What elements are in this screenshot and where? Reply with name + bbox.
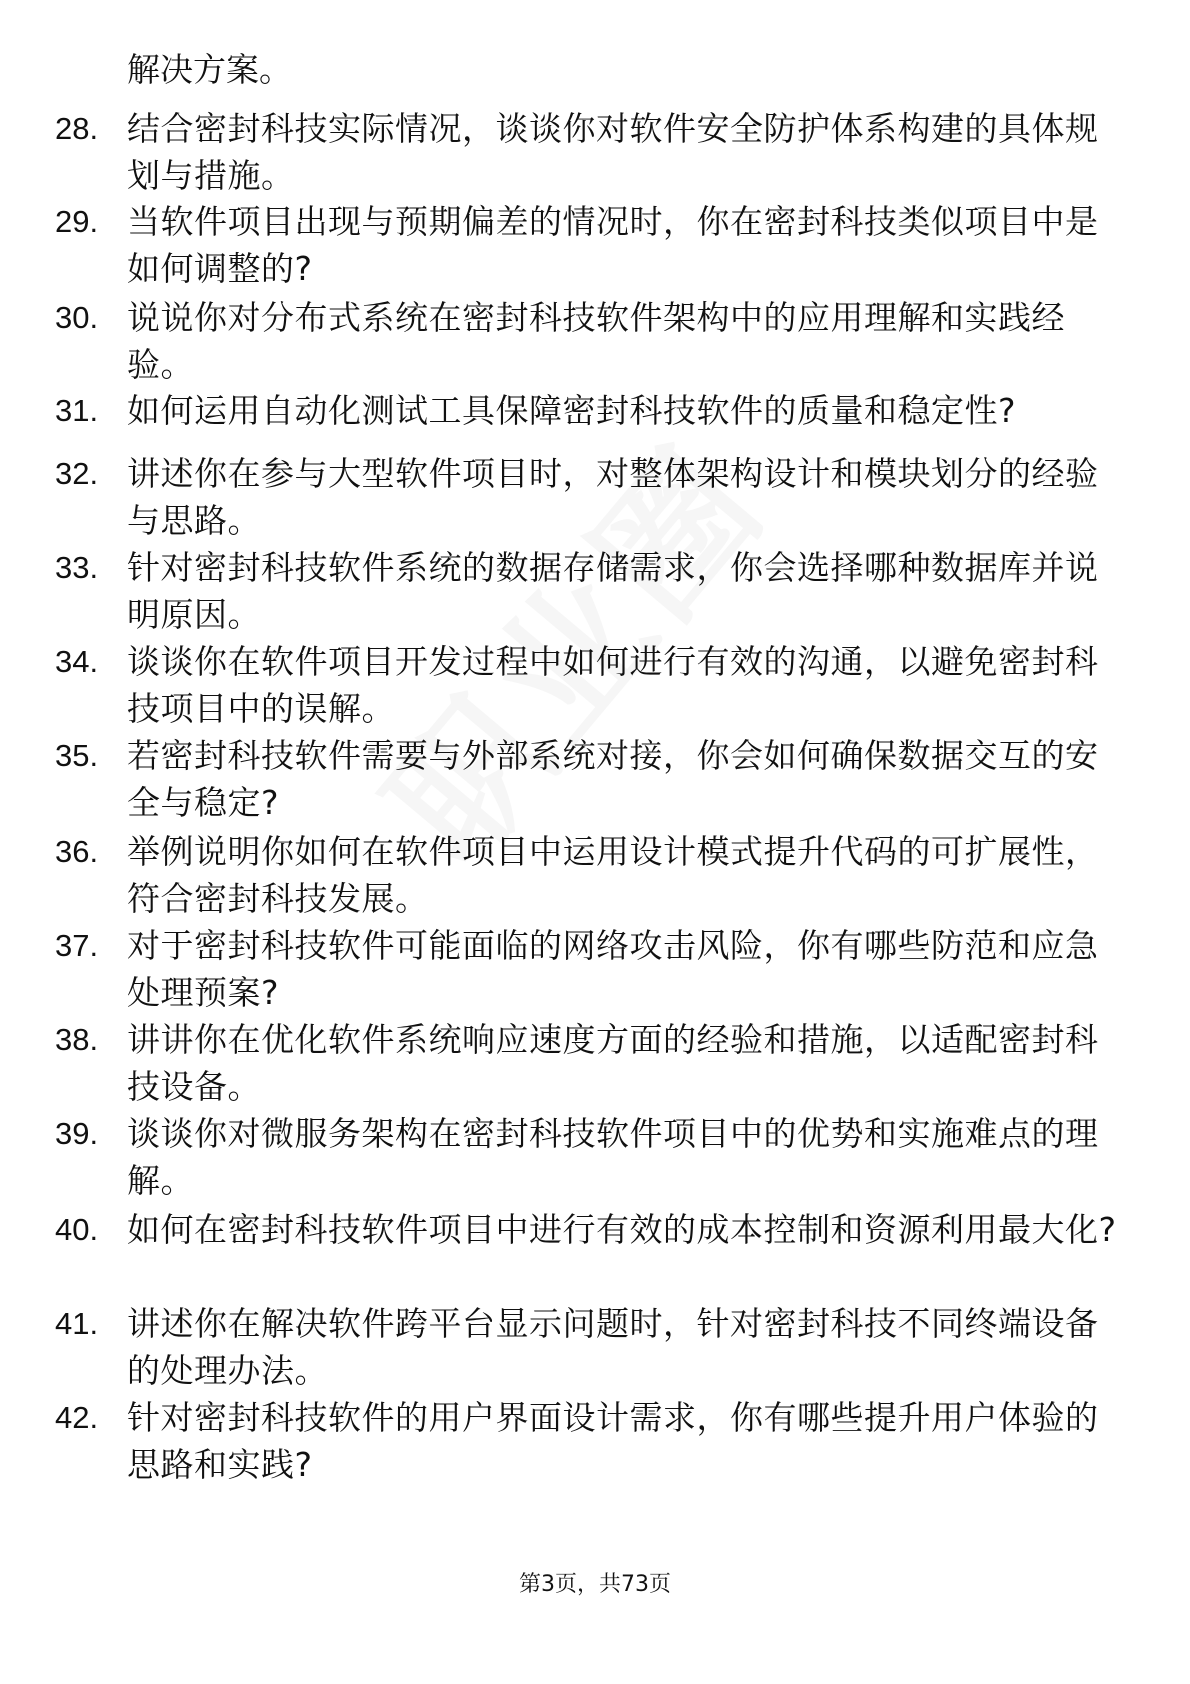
question-number: 31. (55, 393, 99, 428)
question-item-32 (0, 450, 1190, 544)
question-item-41 (0, 1300, 1190, 1394)
question-text: 对于密封科技软件可能面临的网络攻击风险，你有哪些防范和应急处理预案? (127, 926, 1099, 1012)
question-item-28 (0, 105, 1190, 199)
question-item-35 (0, 732, 1190, 826)
question-text: 若密封科技软件需要与外部系统对接，你会如何确保数据交互的安全与稳定? (127, 736, 1099, 822)
question-text: 说说你对分布式系统在密封科技软件架构中的应用理解和实践经验。 (127, 298, 1065, 384)
question-number: 41. (55, 1306, 99, 1341)
question-text: 讲讲你在优化软件系统响应速度方面的经验和措施，以适配密封科技设备。 (127, 1020, 1099, 1106)
question-text: 针对密封科技软件系统的数据存储需求，你会选择哪种数据库并说明原因。 (127, 548, 1099, 634)
question-number: 35. (55, 738, 99, 773)
question-number: 39. (55, 1116, 99, 1151)
question-number: 32. (55, 456, 99, 491)
continuation-text: 解决方案。 (127, 50, 292, 89)
question-text: 针对密封科技软件的用户界面设计需求，你有哪些提升用户体验的思路和实践? (127, 1398, 1099, 1484)
question-number: 30. (55, 300, 99, 335)
question-number: 33. (55, 550, 99, 585)
question-text: 举例说明你如何在软件项目中运用设计模式提升代码的可扩展性，符合密封科技发展。 (127, 832, 1099, 918)
question-number: 34. (55, 644, 99, 679)
question-number: 28. (55, 111, 99, 146)
page-footer: 第3页，共73页 (519, 1572, 671, 1597)
question-text: 讲述你在参与大型软件项目时，对整体架构设计和模块划分的经验与思路。 (127, 454, 1099, 540)
question-number: 29. (55, 204, 99, 239)
question-text: 讲述你在解决软件跨平台显示问题时，针对密封科技不同终端设备的处理办法。 (127, 1304, 1099, 1390)
question-item-37 (0, 922, 1190, 1016)
question-number: 37. (55, 928, 99, 963)
question-text: 当软件项目出现与预期偏差的情况时，你在密封科技类似项目中是如何调整的? (127, 202, 1099, 288)
question-item-42 (0, 1394, 1190, 1488)
question-number: 38. (55, 1022, 99, 1057)
question-number: 40. (55, 1212, 99, 1247)
question-number: 36. (55, 834, 99, 869)
question-text: 谈谈你在软件项目开发过程中如何进行有效的沟通，以避免密封科技项目中的误解。 (127, 642, 1099, 728)
question-item-29 (0, 198, 1190, 292)
question-text: 结合密封科技实际情况，谈谈你对软件安全防护体系构建的具体规划与措施。 (127, 109, 1099, 195)
question-text: 如何运用自动化测试工具保障密封科技软件的质量和稳定性? (127, 391, 1017, 430)
question-text: 谈谈你对微服务架构在密封科技软件项目中的优势和实施难点的理解。 (127, 1114, 1099, 1200)
question-item-36 (0, 828, 1190, 922)
question-number: 42. (55, 1400, 99, 1435)
question-item-30 (0, 294, 1190, 388)
question-item-38 (0, 1016, 1190, 1110)
question-item-33 (0, 544, 1190, 638)
question-item-34 (0, 638, 1190, 732)
question-item-39 (0, 1110, 1190, 1204)
question-item-40 (0, 1206, 1190, 1300)
question-text: 如何在密封科技软件项目中进行有效的成本控制和资源利用最大化? (127, 1210, 1117, 1249)
